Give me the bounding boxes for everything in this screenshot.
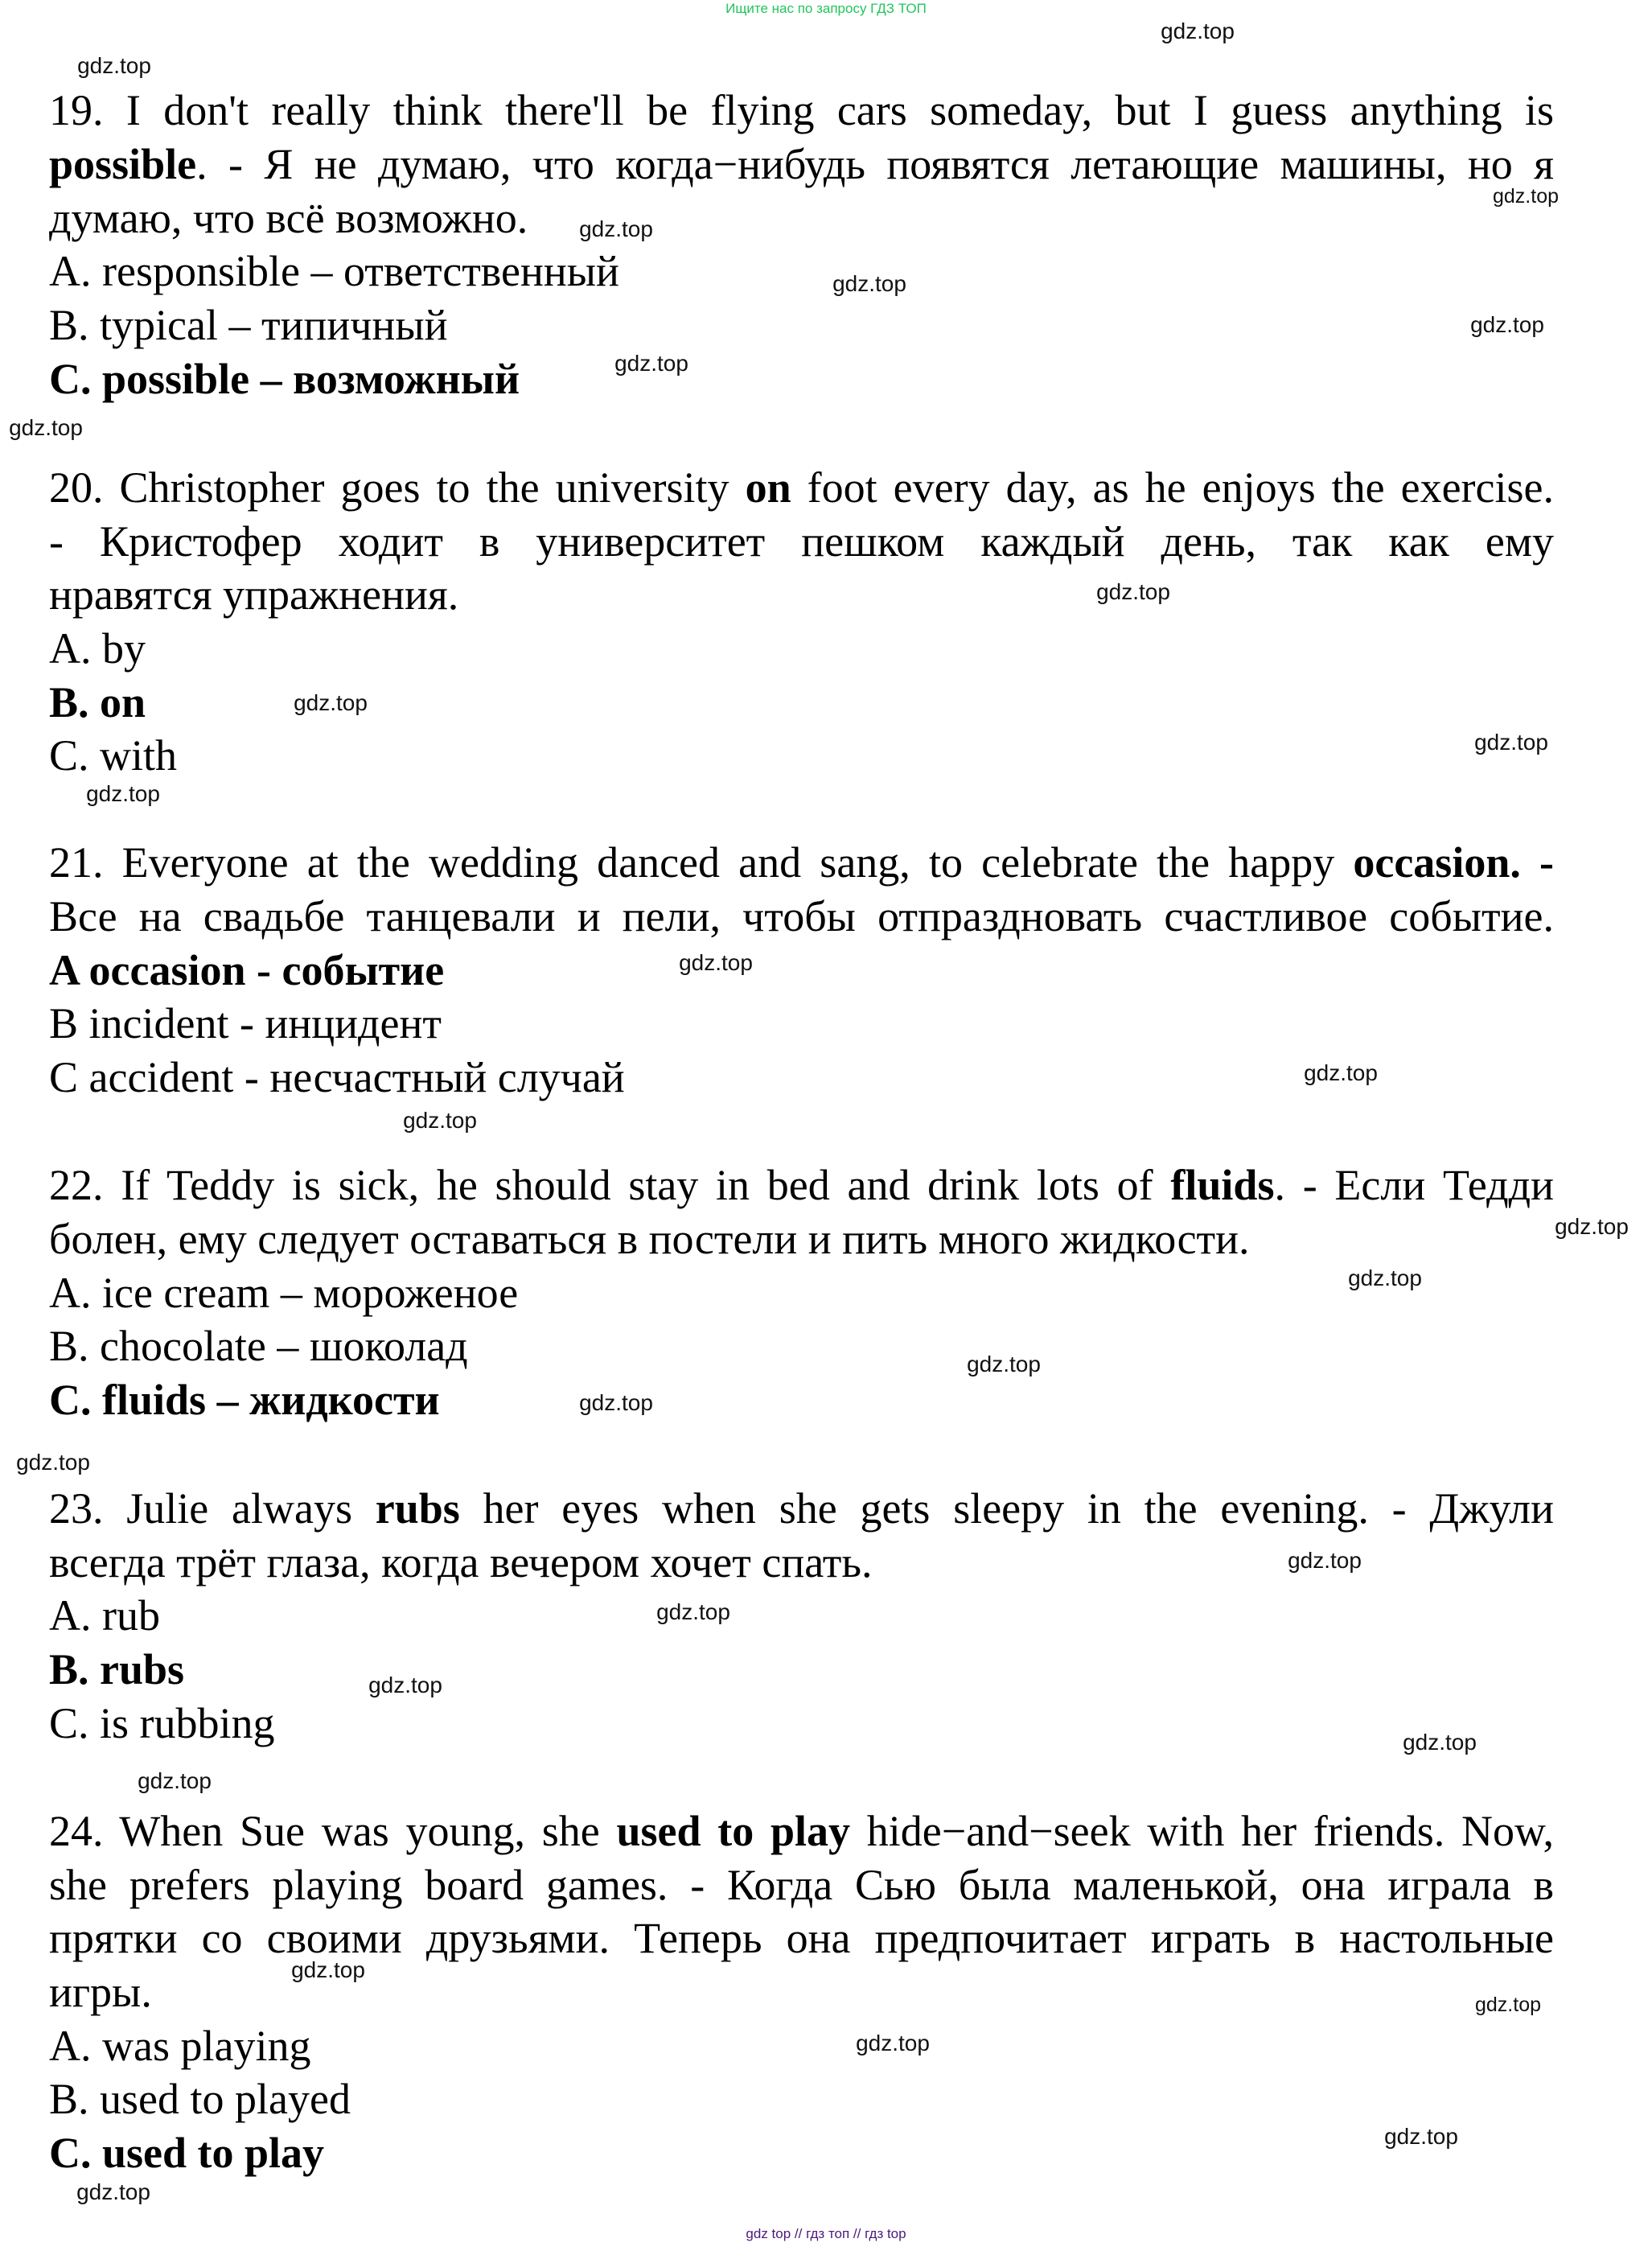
question-line: болен, ему следует оставаться в постели и пить много жидкости.	[49, 1215, 1250, 1263]
watermark: gdz.top	[403, 1108, 477, 1133]
page-header-banner: Ищите нас по запросу ГДЗ ТОП	[725, 1, 927, 16]
watermark: gdz.top	[138, 1768, 212, 1793]
watermark: gdz.top	[9, 415, 83, 440]
option-c: C. is rubbing	[49, 1699, 275, 1747]
question-line: прятки со своими друзьями. Теперь она предпочитает играть в настольные	[49, 1914, 1554, 1962]
watermark: gdz.top	[1474, 730, 1548, 755]
key-word: on	[745, 463, 791, 512]
watermark: gdz.top	[1161, 19, 1235, 43]
key-word: used to play	[616, 1807, 851, 1855]
option-a: A. rub	[49, 1591, 160, 1640]
watermark: gdz.top	[1348, 1265, 1422, 1290]
question-line: possible. - Я не думаю, что когда−нибудь появятся летающие машины, но я	[49, 140, 1554, 188]
watermark: gdz.top	[579, 1390, 653, 1415]
watermark: gdz.top	[679, 950, 753, 975]
option-c: C accident - несчастный случай	[49, 1053, 625, 1101]
watermark: gdz.top	[1096, 579, 1170, 604]
watermark: gdz.top	[1384, 2124, 1458, 2149]
option-c-correct: C. possible – возможный	[49, 355, 520, 403]
watermark: gdz.top	[856, 2031, 930, 2055]
option-b-correct: B. on	[49, 678, 146, 726]
option-c-correct: C. fluids – жидкости	[49, 1376, 440, 1424]
question-line: 22. If Teddy is sick, he should stay in bed and drink lots of fluids. - Если Тедди	[49, 1161, 1554, 1209]
option-b: B. chocolate – шоколад	[49, 1322, 468, 1370]
option-b: B. typical – типичный	[49, 301, 448, 349]
key-word: possible	[49, 140, 197, 188]
watermark: gdz.top	[1304, 1060, 1378, 1085]
question-line: нравятся упражнения.	[49, 570, 459, 619]
watermark: gdz.top	[1470, 312, 1544, 337]
page-footer-banner: gdz top // гдз топ // гдз top	[746, 2226, 906, 2241]
watermark: gdz.top	[1474, 1994, 1542, 2016]
key-word: rubs	[375, 1484, 460, 1533]
option-a: A. responsible – ответственный	[49, 247, 619, 295]
watermark: gdz.top	[614, 351, 688, 376]
question-line: - Кристофер ходит в университет пешком каждый день, так как ему	[49, 517, 1554, 566]
watermark: gdz.top	[1288, 1548, 1362, 1573]
question-line: Все на свадьбе танцевали и пели, чтобы отпраздновать счастливое событие.	[49, 892, 1554, 940]
option-a: A. by	[49, 624, 146, 673]
watermark: gdz.top	[1555, 1214, 1629, 1239]
option-c: C. with	[49, 731, 178, 780]
watermark: gdz.top	[1403, 1730, 1477, 1755]
watermark: gdz.top	[579, 216, 653, 241]
watermark: gdz.top	[77, 53, 151, 78]
watermark: gdz.top	[1492, 185, 1560, 208]
watermark: gdz.top	[656, 1599, 730, 1624]
question-line: 23. Julie always rubs her eyes when she gets sleepy in the evening. - Джули	[49, 1484, 1554, 1533]
key-word: occasion. -	[1353, 838, 1555, 887]
question-line: всегда трёт глаза, когда вечером хочет спать.	[49, 1538, 873, 1586]
question-line: 19. I don't really think there'll be flying cars someday, but I guess anything is	[49, 86, 1554, 134]
option-a: A. ice cream – мороженое	[49, 1269, 519, 1317]
option-a: A. was playing	[49, 2022, 311, 2070]
watermark: gdz.top	[832, 271, 906, 296]
watermark: gdz.top	[16, 1450, 90, 1475]
watermark: gdz.top	[368, 1673, 442, 1697]
question-line: думаю, что всё возможно.	[49, 194, 528, 242]
key-word: fluids	[1170, 1161, 1275, 1209]
option-c-correct: C. used to play	[49, 2129, 325, 2177]
watermark: gdz.top	[291, 1957, 365, 1982]
question-line: игры.	[49, 1968, 152, 2016]
option-b-correct: B. rubs	[49, 1645, 185, 1693]
question-line: she prefers playing board games. - Когда Сью была маленькой, она играла в	[49, 1861, 1554, 1909]
watermark: gdz.top	[294, 690, 368, 715]
question-line: 20. Christopher goes to the university on foot every day, as he enjoys the exercise.	[49, 463, 1554, 512]
watermark: gdz.top	[86, 781, 160, 806]
watermark: gdz.top	[76, 2179, 150, 2204]
watermark: gdz.top	[967, 1352, 1041, 1376]
option-a-correct: A occasion - событие	[49, 946, 445, 994]
option-b: B. used to played	[49, 2075, 351, 2123]
question-line: 21. Everyone at the wedding danced and sang, to celebrate the happy occasion. -	[49, 838, 1555, 887]
option-b: B incident - инцидент	[49, 999, 442, 1047]
question-line: 24. When Sue was young, she used to play hide−and−seek with her friends. Now,	[49, 1807, 1554, 1855]
